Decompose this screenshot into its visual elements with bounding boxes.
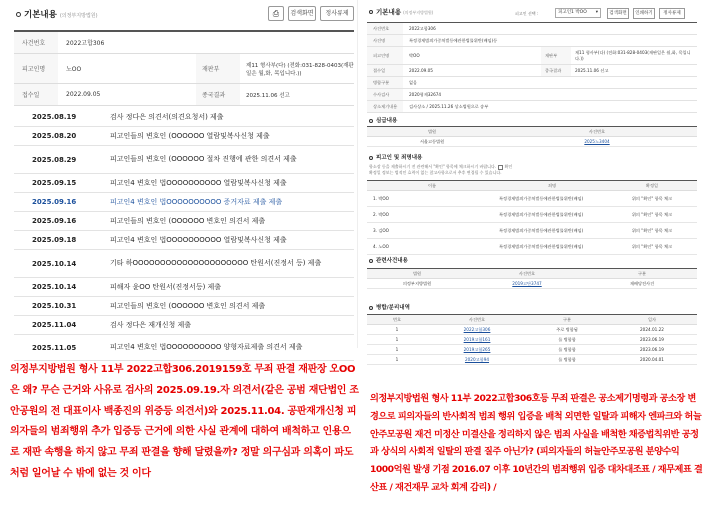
section-bullet-icon [369,156,373,160]
event-row [14,174,354,193]
table-cell: 2. 박OO [373,211,389,217]
table-row [367,279,697,289]
event-list [14,108,354,361]
info-button[interactable]: 정사류제 [659,8,685,19]
right-title-text: 기본내용 [376,8,402,16]
info-value: 2025.11.06 선고 [575,67,609,73]
event-row [14,127,354,146]
right-subtitle: (의정부지방법원) [403,10,434,15]
column-header: 구분 [562,316,572,322]
column-header: 구분 [637,270,647,276]
table-cell: 특정경제범죄가중처벌등에관한법률위반(배임) [499,227,584,233]
defendant-title-text: 피고인 및 죄명내용 [376,155,423,161]
event-row [14,250,354,278]
info-row [367,77,697,89]
event-text: 피고인4 변호인 법OOOOOOOOOO 열람및복사신청 제출 [110,235,287,244]
section-bullet-icon [369,10,373,14]
info-key: 종국결과 [541,65,571,76]
event-date: 2025.09.16 [32,198,77,206]
event-text: 피고인4 변호인 법OOOOOOOOOO 증거자료 제출 제출 [110,197,283,206]
info-row-case-no [14,32,354,54]
event-text: 기타 하OOOOOOOOOOOOOOOOOOOOO 탄원서(진정서 등) 제출 [110,259,322,268]
info-row [367,101,697,113]
section-bullet-icon [369,119,373,123]
table-row [367,207,697,223]
event-text: 피고인들의 변호인 (OOOOOO 절차 진행에 관한 의견서 제출 [110,155,297,164]
event-row [14,108,354,127]
info-key: 종국결과 [196,84,240,105]
print-icon[interactable]: ⎙ [268,6,284,21]
table-cell: 1. 박OO [373,195,389,201]
info-value: 특정경제범죄가중처벌등에관한법률위반(배임)등 [409,37,498,43]
chevron-down-icon: ▾ [595,10,598,15]
print-button[interactable]: 인쇄하기 [633,8,655,19]
red-commentary-right: 의정부지방법원 형사 11부 2022고합306호등 무죄 판결은 공소제기명령과 공소장 변경으로 피의자들의 반사회적 범죄 행위 입증을 배척 외면한 일탈과 피해자 엔파크와 허늘안주모공원 재건 미정산 미결산을 정리하지 않은 범죄 사실을 배척한 채증법칙위반 공정과 상식의 사회적 일탈의 판결 질주 아닌가? (피의자들의 허늘안주모공원 분양수익 1000억원 발생 기점 2016.07 이후 10년간의 범죄행위 입증 대차대조표 / 재무제표 결산표 / 재건재무 교차 회계 감리) / [370,393,703,493]
event-date: 2025.10.14 [32,259,77,268]
info-value: 검사상소 / 2025.11.26 상소법원으로 송부 [409,103,489,109]
table-cell: 1 [395,346,399,352]
info-value: 2020형제32674 [409,91,442,97]
event-text: 피고인4 변호인 법OOOOOOOOOO 열람및복사신청 제출 [110,178,287,187]
event-row [14,297,354,316]
section-bullet-icon [16,12,21,17]
table-cell: 특정경제범죄가중처벌등에관한법률위반(배임) [499,195,584,201]
table-cell: 를 병합함 [558,346,576,352]
defendant-table [367,180,697,255]
info-row [367,23,697,35]
section-bullet-icon [369,259,373,263]
related-title-text: 관련사건내용 [376,258,408,264]
right-info-table [367,22,697,113]
event-date: 2025.08.19 [32,113,77,121]
info-row [367,35,697,47]
right-case-panel [363,0,702,376]
table-cell: 주로 병합됨 [556,326,578,332]
note-text: 확정일 정보는 법적인 효력이 없는 참고사항으로서 추후 변경될 수 있습니다. [369,170,502,175]
table-cell: 위의 "확인" 항목 체크 [631,195,673,201]
merge-table [367,314,697,365]
related-section-title [369,256,408,264]
info-value: 2022고합306 [409,25,436,31]
defendant-select-label: 피고인 선택 : [515,11,539,16]
right-section-title [369,7,433,16]
info-row [367,89,697,101]
info-row [367,65,697,77]
left-header [6,0,358,26]
info-value: 제11 형사부(다) (전화:031-828-0403(재판일은 월,화, 목입니다.)) [246,62,354,77]
event-date: 2025.11.05 [32,343,77,352]
event-text: 검사 정다은 의견서(의견요청서) 제출 [110,112,224,121]
table-cell: 1 [395,336,399,342]
column-header: 번호 [392,316,402,322]
defendant-select-value: 피고인1 박OO [558,10,587,15]
info-value: 박OO [409,52,420,58]
merge-case-link[interactable]: 2020고합94 [464,356,490,362]
column-header: 사건번호 [518,270,536,276]
merge-case-link[interactable]: 2019고합265 [463,346,491,352]
left-title-text: 기본내용 [24,10,57,20]
info-value: 노OO [66,66,82,73]
event-date: 2025.09.16 [32,217,77,225]
info-key: 접수일 [367,65,403,76]
info-key: 피고인명 [367,47,403,64]
table-header [367,181,697,191]
table-cell: 특정경제범죄가중처벌등에관한법률위반(배임) [499,243,584,249]
appeal-case-link[interactable]: 2025노3404 [584,138,610,144]
related-case-link[interactable]: 2019고단3747 [512,280,542,286]
table-row [367,239,697,255]
info-value: 없음 [409,79,418,85]
event-row [14,278,354,297]
event-date: 2025.09.18 [32,236,77,244]
appeal-section-title [369,116,397,124]
table-row [367,191,697,207]
info-key: 사건번호 [14,32,58,53]
column-header: 일자 [647,316,657,322]
table-row [367,355,697,365]
event-text: 피고인4 변호인 법OOOOOOOOOO 양형자료제출 의견서 제출 [110,343,303,352]
appeal-title-text: 심급내용 [376,118,398,124]
event-row [14,231,354,250]
table-cell: 위의 "확인" 항목 체크 [631,243,673,249]
left-section-title [16,8,98,20]
info-key: 재판부 [196,54,240,83]
info-row-received [14,84,354,106]
table-cell: 의정부지방법원 [402,280,432,286]
merge-title-text: 병합/분리내역 [376,305,410,311]
event-date: 2025.10.31 [32,302,77,310]
table-cell: 특정경제범죄가중처벌등에관한법률위반(배임) [499,211,584,217]
defendant-section-title [369,153,422,161]
info-button[interactable]: 정사류제 [320,6,354,21]
column-header: 확정일 [645,182,659,188]
merge-section-title [369,303,410,311]
left-subtitle: (의정부지방법원) [59,13,98,19]
event-text: 피고인들의 변호인 (OOOOOO 열람및복사신청 제출 [110,131,270,140]
related-table [367,268,697,289]
table-header [367,269,697,279]
table-cell: 2023.06.19 [640,346,664,352]
column-header: 죄명 [547,182,557,188]
table-row [367,223,697,239]
event-row [14,316,354,335]
info-key: 피고인명 [14,54,58,83]
event-row [14,212,354,231]
left-info-table [14,30,354,106]
event-row [14,146,354,174]
event-text: 피고인들의 변호인 (OOOOOO 변호인 의견서 제출 [110,301,266,310]
column-header: 사건번호 [588,128,606,134]
event-text: 검사 정다은 재개신청 제출 [110,320,192,329]
note-text: 항소장 등을 제출하시기 전 관련해서 "확인" 항목에 체크하시기 바랍니다. [369,164,497,169]
info-value: 2022.09.05 [409,68,433,73]
info-value: 2025.11.06 선고 [246,92,290,99]
info-key: 재판부 [541,47,571,64]
table-cell: 4. 노OO [373,243,389,249]
table-cell: 위의 "확인" 항목 체크 [631,211,673,217]
red-commentary-left: 의정부지방법원 형사 11부 2022고합306.2019159호 무죄 판결 재판장 오OO은 왜? 무슨 근거와 사유로 검사의 2025.09.19.자 의견서(같은 공범 재단법인 조안공원의 전 대표이사 백종진의 위증등 의견서)와 2025.11.04. 공판재개신청 피의자들의 범죄행위 추가 입증등 근거에 의한 사실 관계에 대하여 배척하고 인용으로 재판 속행을 하지 않고 무죄 판결을 향해 달렸을까? 정말 의구심과 의혹이 파도처럼 일어날 수 밖에 없는 것 이다 [10,364,359,479]
table-cell: 위의 "확인" 항목 체크 [631,227,673,233]
info-key: 상소제기내용 [367,101,403,112]
info-row-defendant [14,54,354,84]
info-key: 사건명 [367,35,403,46]
table-cell: 2020.04.01 [640,356,664,362]
table-cell: 서울고등법원 [419,138,445,144]
event-date: 2025.08.20 [32,132,77,140]
info-key: 수사검사 [367,89,403,100]
column-header: 이름 [427,182,437,188]
table-row [367,335,697,345]
left-case-panel [6,0,358,352]
event-text: 피해자 윤OO 탄원서(진정서등) 제출 [110,282,222,291]
table-cell: 1 [395,326,399,332]
info-value: 2022.09.05 [66,91,101,98]
info-row [367,47,697,65]
info-value: 제11 형사부(다) (전화:031-828-0403(재판일은 월,화, 목입니다.)) [575,50,691,61]
event-row-highlighted [14,193,354,212]
info-key: 접수일 [14,84,58,105]
event-text: 피고인들의 변호인 (OOOOOO 변호인 의견서 제출 [110,216,266,225]
info-key: 사건번호 [367,23,403,34]
table-cell: 를 병합함 [558,356,576,362]
table-cell: 재배당전사건 [629,280,655,286]
table-cell: 2023.06.19 [640,336,664,342]
search-screen-button[interactable]: 검색화면 [607,8,629,19]
table-cell: 1 [395,356,399,362]
event-date: 2025.08.29 [32,155,77,164]
info-value: 2022고합306 [66,40,105,47]
section-bullet-icon [369,306,373,310]
event-date: 2025.11.04 [32,321,77,329]
table-cell: 2024.01.22 [640,326,664,332]
column-header: 법원 [427,128,437,134]
table-row [367,325,697,335]
column-header: 사건번호 [468,316,486,322]
info-key: 병합구분 [367,77,403,88]
confirm-checkbox[interactable] [498,165,503,170]
table-header [367,315,697,325]
appeal-table [367,126,697,147]
table-header [367,127,697,137]
merge-case-link[interactable]: 2019고합161 [463,336,491,342]
merge-case-link[interactable]: 2022고합306 [463,326,491,332]
table-cell: 3. 김OO [373,227,389,233]
event-date: 2025.09.15 [32,179,77,187]
confirm-label: 확인 [504,164,513,169]
event-date: 2025.10.14 [32,283,77,291]
defendant-select[interactable] [555,8,601,18]
defendant-notes [369,164,512,176]
search-screen-button[interactable]: 검색화면 [288,6,316,21]
column-header: 법원 [412,270,422,276]
table-row [367,137,697,147]
table-row [367,345,697,355]
table-cell: 를 병합함 [558,336,576,342]
event-row [14,335,354,361]
